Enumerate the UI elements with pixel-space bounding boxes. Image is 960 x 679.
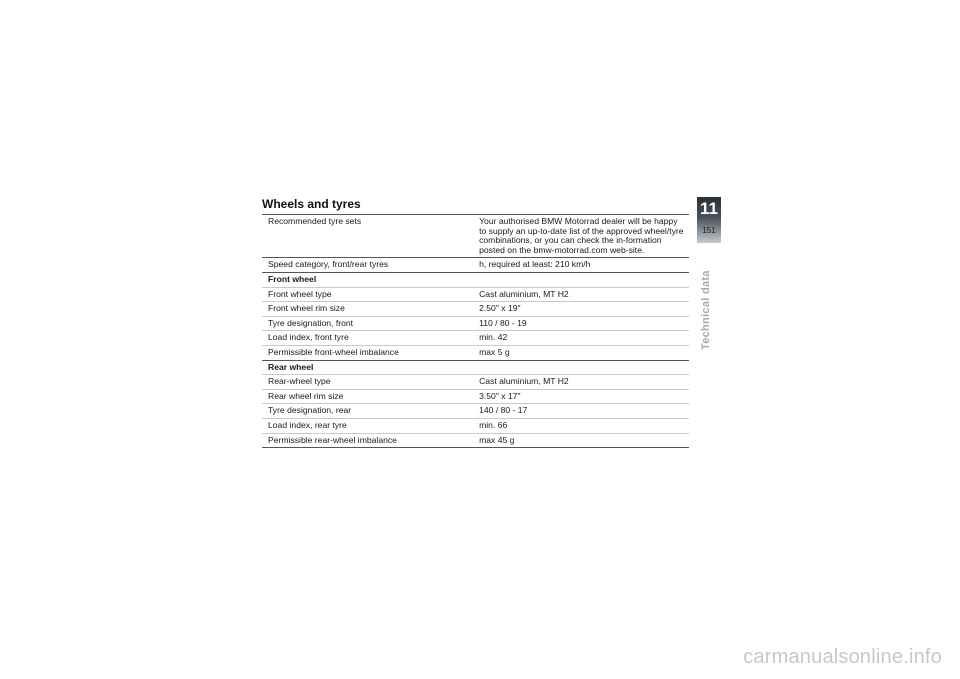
table-group-heading [262, 272, 689, 287]
spec-value: 110 / 80 - 19 [473, 316, 689, 331]
table-row [262, 404, 689, 419]
spec-label: Front wheel rim size [262, 302, 473, 317]
spec-value: min. 42 [473, 331, 689, 346]
spec-value: Cast aluminium, MT H2 [473, 375, 689, 390]
spec-label: Permissible front-wheel imbalance [262, 345, 473, 360]
spec-value: Your authorised BMW Motorrad dealer will be happy to supply an up-to-date list of the approved wheel/tyre combinations, or you can check the in-formation posted on the bmw-motorrad.com web-site. [473, 215, 689, 258]
watermark: carmanualsonline.info [743, 646, 942, 668]
table-row [262, 389, 689, 404]
table-group-heading [262, 360, 689, 375]
spec-value: max 45 g [473, 433, 689, 448]
spec-value: 2.50" x 19" [473, 302, 689, 317]
spec-value: max 5 g [473, 345, 689, 360]
spec-label: Rear wheel rim size [262, 389, 473, 404]
table-row [262, 302, 689, 317]
table-row [262, 287, 689, 302]
spec-label: Recommended tyre sets [262, 215, 473, 258]
table-row [262, 215, 689, 258]
spec-label: Load index, front tyre [262, 331, 473, 346]
chapter-name: Technical data [700, 270, 712, 350]
spec-value: Cast aluminium, MT H2 [473, 287, 689, 302]
table-row [262, 433, 689, 448]
spec-value: h, required at least: 210 km/h [473, 258, 689, 273]
table-row [262, 258, 689, 273]
table-row [262, 331, 689, 346]
spec-label: Permissible rear-wheel imbalance [262, 433, 473, 448]
spec-label: Tyre designation, rear [262, 404, 473, 419]
spec-table [262, 214, 689, 448]
spec-value: 140 / 80 - 17 [473, 404, 689, 419]
table-row [262, 345, 689, 360]
chapter-tab [697, 197, 721, 243]
table-row [262, 418, 689, 433]
spec-value: min. 66 [473, 418, 689, 433]
table-row [262, 375, 689, 390]
chapter-number: 11 [700, 199, 718, 218]
front-wheel-heading: Front wheel [262, 272, 689, 287]
rear-wheel-heading: Rear wheel [262, 360, 689, 375]
spec-label: Load index, rear tyre [262, 418, 473, 433]
page-number: 151 [702, 226, 716, 235]
spec-label: Speed category, front/rear tyres [262, 258, 473, 273]
table-row [262, 316, 689, 331]
spec-label: Front wheel type [262, 287, 473, 302]
spec-value: 3.50" x 17" [473, 389, 689, 404]
section-title: Wheels and tyres [262, 197, 361, 211]
spec-label: Tyre designation, front [262, 316, 473, 331]
spec-label: Rear-wheel type [262, 375, 473, 390]
